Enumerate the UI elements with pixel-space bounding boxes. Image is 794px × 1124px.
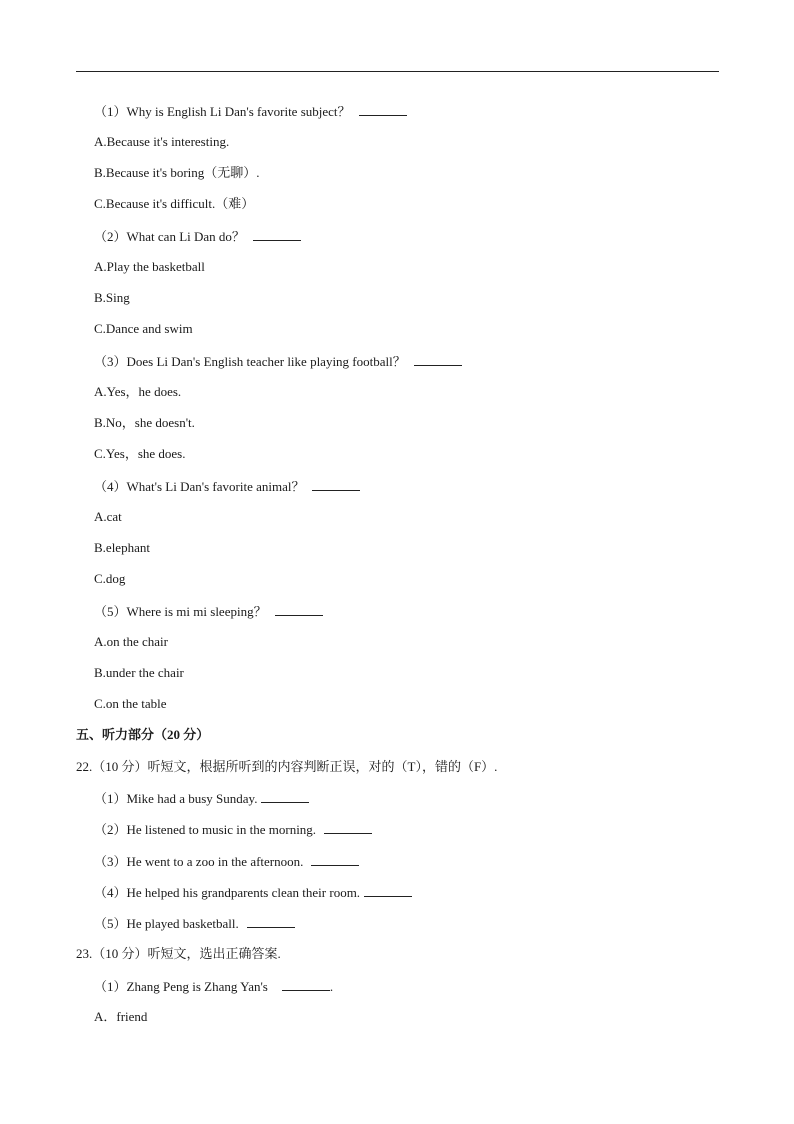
answer-blank[interactable] <box>247 915 295 928</box>
question-22-item <box>94 853 359 870</box>
question-22-item <box>94 884 412 901</box>
answer-blank[interactable] <box>324 821 372 834</box>
answer-blank[interactable] <box>282 978 330 991</box>
section-title: 五、听力部分（20 分） <box>76 727 210 742</box>
question-3-text: （3）Does Li Dan's English teacher like playing football？ <box>94 354 406 369</box>
question-22-item <box>94 821 372 838</box>
question-1-text: （1）Why is English Li Dan's favorite subject？ <box>94 104 351 119</box>
option-c: C.dog <box>94 571 126 586</box>
question-4-text: （4）What's Li Dan's favorite animal？ <box>94 479 305 494</box>
answer-blank[interactable] <box>364 884 412 897</box>
option-a: A.Because it's interesting. <box>94 134 230 149</box>
answer-blank[interactable] <box>261 790 309 803</box>
option-a: A.Play the basketball <box>94 259 205 274</box>
question-23-item <box>94 978 333 995</box>
answer-blank[interactable] <box>414 353 462 366</box>
item-text: （1）Zhang Peng is Zhang Yan's <box>94 979 268 994</box>
item-end: . <box>329 979 334 994</box>
question-2-text: （2）What can Li Dan do？ <box>94 229 245 244</box>
question-4 <box>94 478 360 495</box>
item-text: （4）He helped his grandparents clean their room. <box>94 885 361 900</box>
item-text: （3）He went to a zoo in the afternoon. <box>94 854 304 869</box>
header-rule <box>76 71 719 72</box>
question-5 <box>94 603 323 620</box>
option-a: A.on the chair <box>94 634 169 649</box>
option-b: B.under the chair <box>94 665 184 680</box>
question-22-heading: 22.（10 分）听短文，根据所听到的内容判断正误，对的（T），错的（F）. <box>76 759 498 774</box>
question-22-item <box>94 790 309 807</box>
option-c: C.Because it's difficult.（难） <box>94 196 255 211</box>
answer-blank[interactable] <box>311 853 359 866</box>
question-1 <box>94 103 407 120</box>
question-23-heading: 23.（10 分）听短文，选出正确答案. <box>76 946 281 961</box>
option-a: A．friend <box>94 1009 148 1024</box>
option-a: A.Yes，he does. <box>94 384 182 399</box>
question-5-text: （5）Where is mi mi sleeping？ <box>94 604 267 619</box>
option-b: B.Because it's boring（无聊）. <box>94 165 260 180</box>
answer-blank[interactable] <box>359 103 407 116</box>
answer-blank[interactable] <box>275 603 323 616</box>
answer-blank[interactable] <box>312 478 360 491</box>
option-b: B.elephant <box>94 540 150 555</box>
option-b: B.No，she doesn't. <box>94 415 195 430</box>
option-c: C.on the table <box>94 696 167 711</box>
answer-blank[interactable] <box>253 228 301 241</box>
question-2 <box>94 228 301 245</box>
option-a: A.cat <box>94 509 122 524</box>
item-text: （1）Mike had a busy Sunday. <box>94 791 258 806</box>
item-text: （5）He played basketball. <box>94 916 239 931</box>
question-3 <box>94 353 462 370</box>
option-b: B.Sing <box>94 290 130 305</box>
option-c: C.Yes，she does. <box>94 446 186 461</box>
question-22-item <box>94 915 295 932</box>
option-c: C.Dance and swim <box>94 321 193 336</box>
item-text: （2）He listened to music in the morning. <box>94 822 317 837</box>
